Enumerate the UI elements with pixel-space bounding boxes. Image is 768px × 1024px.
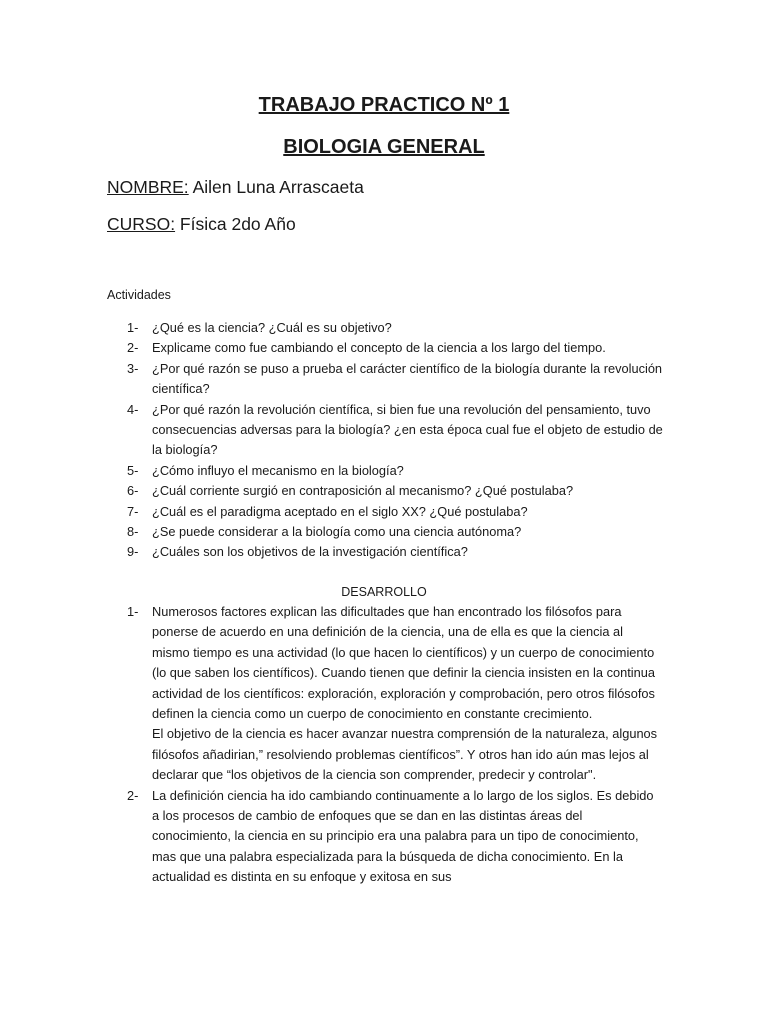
question-number: 9- [127, 544, 139, 560]
question-text: ¿Cuáles son los objetivos de la investigación científica? [152, 544, 468, 560]
course-value: Física 2do Año [175, 214, 296, 234]
question-number: 5- [127, 462, 139, 478]
development-heading: DESARROLLO [341, 585, 427, 599]
answer-number: 1- [127, 604, 139, 619]
answer-number: 2- [127, 787, 139, 803]
question-number: 8- [127, 524, 139, 540]
answer-text-continued: El objetivo de la ciencia es hacer avanzar nuestra comprensión de la naturaleza, algunos filósofos añadirian,” resolviendo problemas científicos”. Y otros han ido aún mas lejos al declarar que “los objetivos de la ciencia son comprender, predecir y controlar". [152, 726, 658, 783]
question-item [127, 542, 667, 562]
answer-text: Numerosos factores explican las dificultades que han encontrado los filósofos para ponerse de acuerdo en una definición de la ciencia, una de ella es que la ciencia al mismo tiempo es una actividad (lo que hacen lo científicos) y un cuerpo de conocimiento (lo que saben los científicos). Cuando tienen que definir la ciencia insisten en la continua actividad de los científicos: exploración, exploración y comprobación, pero otros filósofos definen la ciencia como un cuerpo de conocimiento en constante crecimiento. [152, 604, 655, 722]
question-item [127, 400, 667, 461]
name-value: Ailen Luna Arrascaeta [188, 177, 364, 197]
question-text: ¿Cuál es el paradigma aceptado en el siglo XX? ¿Qué postulaba? [152, 503, 528, 519]
activities-label: Actividades [107, 288, 171, 302]
question-number: 3- [127, 360, 139, 376]
question-item [127, 338, 667, 358]
name-label: NOMBRE: [107, 177, 189, 197]
answers-list [127, 602, 662, 888]
document-subtitle: BIOLOGIA GENERAL [283, 136, 485, 158]
question-item [127, 359, 667, 400]
question-item [127, 318, 667, 338]
answer-item [127, 786, 662, 888]
question-text: ¿Cómo influyo el mecanismo en la biología? [152, 462, 404, 478]
questions-list [127, 318, 667, 563]
course-field [107, 214, 296, 235]
question-text: ¿Se puede considerar a la biología como una ciencia autónoma? [152, 524, 522, 540]
question-number: 2- [127, 340, 139, 356]
answer-item [127, 602, 662, 786]
question-number: 4- [127, 401, 139, 417]
question-item [127, 502, 667, 522]
question-item [127, 461, 667, 481]
question-text: ¿Cuál corriente surgió en contraposición al mecanismo? ¿Qué postulaba? [152, 483, 574, 499]
course-label: CURSO: [107, 214, 176, 234]
question-text: ¿Qué es la ciencia? ¿Cuál es su objetivo? [152, 320, 392, 335]
answer-text: La definición ciencia ha ido cambiando continuamente a lo largo de los siglos. Es debido a los procesos de cambio de enfoques que se dan en las distintas áreas del conocimiento, la ciencia en su principio era una palabra para un tipo de conocimiento, mas que una palabra especializada para la búsqueda de dicha conocimiento. En la actualidad es distinta en su enfoque y exitosa en sus [152, 787, 654, 885]
question-text: ¿Por qué razón la revolución científica, si bien fue una revolución del pensamiento, tuvo consecuencias adversas para la biología? ¿en esta época cual fue el objeto de estudio de la biología? [152, 401, 663, 458]
question-item [127, 522, 667, 542]
question-text: Explicame como fue cambiando el concepto de la ciencia a los largo del tiempo. [152, 340, 606, 356]
question-number: 7- [127, 503, 139, 519]
name-field [107, 177, 364, 198]
question-number: 1- [127, 320, 139, 335]
question-number: 6- [127, 483, 139, 499]
document-title: TRABAJO PRACTICO Nº 1 [258, 94, 510, 116]
question-item [127, 481, 667, 501]
question-text: ¿Por qué razón se puso a prueba el carácter científico de la biología durante la revolución científica? [152, 360, 663, 397]
